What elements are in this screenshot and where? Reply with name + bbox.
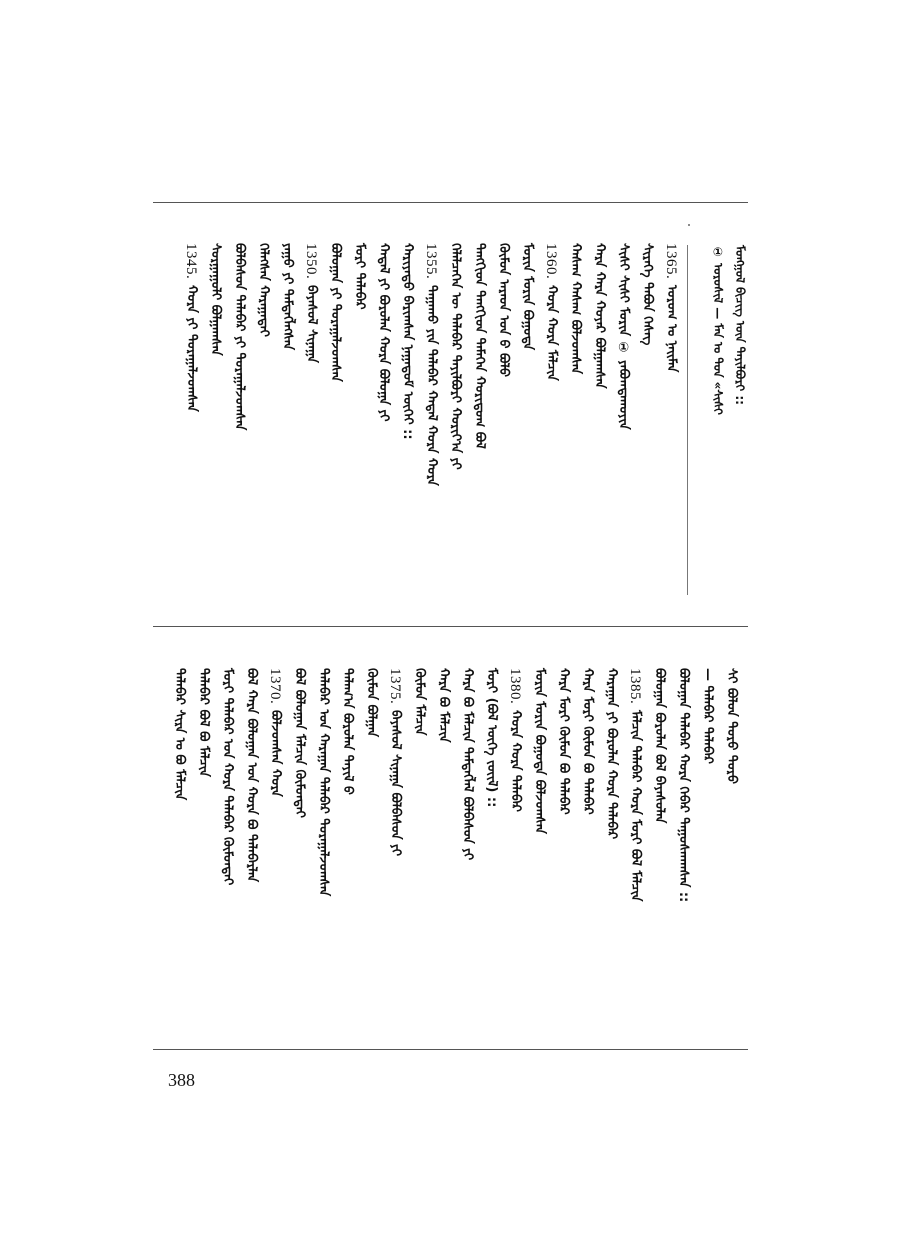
verse-line [516,243,539,350]
verse-text: ᠬᠤᠷᠠ ᠶᠢ ᠲᠤᠷᠠᠭᠠᠯᠵᠤᠭᠰᠠᠨ [184,285,199,413]
verse-line [636,243,659,345]
verse-line [696,668,719,764]
verse-line [204,243,227,356]
verse-text: ᠲᠠᠩᠭᠢᠳ ᠲᠠᠩᠭᠢᠳ ᠲᠡᠮᠡᠭᠡᠨ ᠬᠣᠷᠢᠳᠤᠭ ᠪᠣᠯ [472,243,487,449]
line-number: 1350. [303,243,319,280]
verse-text: ᠪᠣᠯᠪᠠᠰᠤᠨ ᠲᠠᠯᠠᠪᠠᠷ ᠶᠢ ᠲᠤᠷᠠᠭᠠᠯᠵᠤᠭᠰᠠᠨ [232,243,247,431]
line-number: 1375. [387,668,403,705]
verse-line [264,668,287,797]
verse-line [276,243,299,350]
verse-line [504,668,527,812]
top-rule [153,202,748,203]
verse-text: ᠲᠠᠯᠠᠪᠠᠷ ᠰᠢᠷᠠ ᠤ ᠪᠣ ᠮᠠᠯᠴᠢᠨ [172,668,187,801]
verse-line [480,668,503,807]
verse-text: ᠬᠠᠷᠢᠶᠠᠲᠤ ᠪᠠᠷᠢᠭᠰᠠᠨ ᠨᠠᠭᠠᠳᠤᠮ ᠦᠭᠡᠢ :: [400,243,415,440]
line-number: 1380. [507,668,523,705]
verse-line [192,668,215,777]
verse-line [312,668,335,896]
footnote-line-2: ① ᠣᠷᠣᠰᠢᠯ — ᠮᠠᠨ ᠤ ᠳᠤᠨ «ᠰᠢᠰᠢ [711,245,725,415]
verse-line [588,243,611,389]
verse-line [288,668,311,818]
verse-line [324,243,347,382]
verse-text: ᠬᠡᠯᠡᠭᠰᠡᠨ ᠬᠠᠷᠠᠭᠠᠲᠠᠶ [256,243,271,337]
verse-text: ᠬᠤᠷᠠ ᠬᠤᠷᠠ ᠲᠠᠯᠠᠪᠠᠷ [508,710,523,813]
page-number: 388 [168,1070,195,1090]
verse-text: ᠬᠠᠷᠠᠭᠠᠨ ᠶᠢ ᠪᠣᠷᠤᠯᠠᠨ ᠬᠤᠷᠠ ᠲᠠᠯᠠᠪᠠᠷ [604,668,619,840]
verse-text: ᠰᠢᠰᠢ ᠰᠢᠰᠢ ᠮᠣᠷᠢᠨ ① ᠶᠠᠪᠤᠭᠳᠠᠬᠤᠶᠢᠨ [616,243,631,430]
verse-line [528,668,551,834]
verse-line [168,668,191,800]
verse-line [396,243,419,440]
verse-line [336,668,359,795]
verse-text: ᠮᠣᠷᠢ ᠲᠠᠯᠠᠪᠠᠷ ᠤᠨ ᠬᠤᠷᠠ ᠲᠠᠯᠠᠪᠠᠷ ᠬᠦᠮᠦᠨᠲᠡᠢ [220,668,235,886]
verse-line [420,243,443,486]
footnote-separator [687,245,688,595]
verse-text: ᠬᠤᠷᠠ ᠬᠤᠷᠠ ᠮᠠᠯᠴᠢᠨ [544,285,559,382]
verse-line [240,668,263,882]
verse-line [612,243,635,430]
verse-text: — ᠲᠠᠯᠠᠪᠠᠷ ᠲᠠᠯᠠᠪᠠᠷ [700,668,715,764]
verse-text: ᠬᠦᠮᠦᠨ ᠪᠣᠯᠭᠠᠨ [364,668,379,738]
verse-line [384,668,407,856]
verse-text: ᠶᠠᠭᠤ ᠶᠢ ᠲᠡᠮᠳᠡᠭᠯᠡᠭᠰᠡᠨ [280,243,295,351]
verse-line [216,668,239,885]
line-number: 1365. [663,243,679,280]
verse-line [372,243,395,422]
verse-line [228,243,251,430]
verse-text: ᠰᠢ ᠪᠣᠯᠤᠨ ᠲᠤᠷᠤ ᠲᠤᠷᠤ [724,668,739,784]
verse-text: ᠬᠡᠯᠡᠯᠴᠡᠭᠡᠨ ᠦ ᠲᠠᠯᠠᠪᠠᠷ ᠲᠠᠶᠢᠯᠪᠤᠷᠢ ᠬᠣᠷᠢᠶ᠎ᠠ ᠶᠢ [448,243,463,470]
verse-text: ᠮᠠᠯᠴᠢᠨ ᠲᠠᠯᠠᠪᠠᠷ ᠬᠤᠷᠠ ᠮᠣᠷᠢ ᠪᠣᠯ ᠮᠠᠯᠴᠢᠨ [628,710,643,902]
verse-line [300,243,323,363]
verse-line [576,668,599,815]
verse-line [600,668,623,839]
verse-text: ᠪᠣᠯ ᠪᠣᠯᠤᠭᠠᠨ ᠮᠠᠯᠴᠢᠨ ᠬᠦᠮᠦᠨᠲᠡᠢ [292,668,307,818]
verse-text: ᠲᠠᠯᠠᠪᠠᠷ ᠤᠨ ᠬᠠᠷᠠᠭᠠᠨ ᠲᠠᠯᠠᠪᠠᠷ ᠲᠤᠷᠠᠭᠠᠯᠵᠤᠭᠰᠠᠨ [316,668,331,897]
verse-text: ᠪᠣᠯᠵᠤᠭᠰᠠᠨ ᠬᠤᠷᠠ [268,710,283,798]
verse-text: ᠰᠢᠷᠡᠭᠡ ᠲᠠᠪᠤᠨ ᠬᠡᠰᠡᠭ [640,243,655,346]
verse-text: ᠪᠣᠯᠤᠭᠠᠨ ᠪᠣᠷᠤᠯᠠᠨ ᠪᠣᠯ ᠪᠠᠶᠠᠰᠤᠯᠠᠨ [652,668,667,824]
verse-line [552,668,575,815]
verse-text: ᠮᠣᠷᠢᠨ ᠮᠣᠷᠢᠨ ᠪᠣᠭᠣᠳᠠ [520,243,535,351]
verse-text: ᠬᠠᠷᠠ ᠮᠣᠷᠢ ᠬᠦᠮᠦᠨ ᠪᠣ ᠲᠠᠯᠠᠪᠠᠷ [556,668,571,815]
line-number: 1345. [183,243,199,280]
verse-line [540,243,563,381]
footnote-line-1: ᠮᠣᠩᠭᠣᠯ ᠪᠢᠴᠢᠭ ᠦᠨ ᠲᠠᠶᠢᠯᠪᠤᠷᠢ :: [733,245,747,405]
verse-text: ᠮᠣᠷᠢ ᠲᠠᠯᠠᠪᠠᠷ [352,243,367,310]
verse-text: ᠬᠠᠷᠠ ᠪᠣ ᠮᠠᠯᠴᠢᠨ ᠲᠡᠮᠳᠡᠭᠯᠡᠯ ᠪᠣᠯᠪᠠᠰᠤᠨ ᠶᠢ [460,668,475,861]
verse-line [672,668,695,902]
verse-text: ᠲᠠᠯᠠᠭ᠎ᠠ ᠪᠣᠷᠤᠯᠠᠨ ᠲᠠᠶᠢᠯ ᠪ [340,668,355,795]
line-number: 1355. [423,243,439,280]
verse-text: ᠳᠠᠭᠠᠬᠤ ᠶᠢᠨ ᠲᠠᠯᠠᠪᠠᠷ ᠬᠠᠳᠠᠯ ᠬᠤᠷᠠ ᠬᠤᠷᠠ [424,285,439,487]
verse-text: ᠬᠦᠮᠦᠨ ᠮᠠᠯᠴᠢᠨ [412,668,427,736]
verse-text: ᠮᠣᠷᠢ (ᠪᠣᠯ ᠦᠭᠡ ᠵᠦᠢᠯ) :: [484,668,499,808]
middle-rule [153,626,748,627]
line-number: 1385. [627,668,643,705]
verse-line [468,243,491,449]
verse-line [660,243,683,373]
verse-text: ᠤᠷᠤᠭ ᠤ ᠨᠠᠢᠮᠠᠨ [664,285,679,373]
verse-line [624,668,647,902]
bottom-rule [153,1049,748,1050]
verse-text: ᠬᠠᠷᠠ ᠮᠣᠷᠢ ᠬᠦᠮᠦᠨ ᠪᠣ ᠲᠠᠯᠠᠪᠠᠷ [580,668,595,815]
verse-text: ᠬᠠᠷᠠ ᠪᠣ ᠮᠠᠯᠴᠢᠨ [436,668,451,743]
verse-line [432,668,455,743]
verse-line [348,243,371,310]
verse-line [252,243,275,337]
verse-line [444,243,467,470]
verse-text: ᠬᠠᠰᠠᠭ ᠬᠠᠰᠠᠭ ᠪᠣᠯᠵᠤᠭᠰᠠᠨ [568,243,583,374]
verse-text: ᠪᠣᠯ ᠬᠠᠷᠠ ᠪᠣᠯᠤᠭᠠᠨ ᠤᠨ ᠬᠤᠷᠠ ᠪᠣ ᠲᠠᠯᠠᠪᠠᠷᠯᠠᠨ [244,668,259,883]
verse-text: ᠰᠤᠷᠭᠠᠭᠤᠯᠢ ᠪᠣᠯᠭᠠᠭᠰᠠᠨ [208,243,223,356]
verse-line [408,668,431,735]
verse-line [360,668,383,737]
verse-text: ᠪᠣᠯᠤᠭᠠᠨ ᠲᠠᠯᠠᠪᠠᠷ ᠬᠤᠷᠠ ᠬᠡᠪᠡᠷ ᠳᠠᠭᠤᠰᠬᠠᠭᠰᠠᠨ :: [676,668,691,903]
verse-text: ᠪᠣᠯᠤᠭᠠᠨ ᠶᠢ ᠲᠤᠷᠠᠭᠠᠯᠵᠤᠭᠰᠠᠨ [328,243,343,382]
verse-text: ᠬᠠᠷᠠ ᠬᠠᠷᠠ ᠬᠣᠶᠠᠷ ᠪᠣᠯᠭᠠᠭᠰᠠᠨ [592,243,607,389]
verse-text: ᠮᠣᠷᠢᠨ ᠮᠣᠷᠢᠨ ᠪᠣᠭᠣᠳᠠ ᠪᠣᠯᠵᠤᠭᠰᠠᠨ [532,668,547,834]
verse-text: ᠪᠠᠶᠠᠰᠤᠯ ᠰᠢᠨᠠᠭᠠ ᠪᠣᠯᠪᠠᠰᠤᠨ ᠶᠢ [388,710,403,857]
verse-line [492,243,515,377]
verse-line [720,668,743,784]
line-number: 1370. [267,668,283,705]
verse-text: ᠪᠠᠶᠠᠰᠤᠯ ᠰᠢᠨᠠᠭᠠ [304,285,319,364]
verse-line [648,668,671,823]
line-number: 1360. [543,243,559,280]
verse-line [180,243,203,412]
verse-line [456,668,479,860]
verse-text: ᠬᠦᠮᠦᠨ ᠠᠷᠠᠳ ᠤᠨ ᠪ ᠪᠣᠯᠤ [496,243,511,378]
footnote-mark-dot [688,224,690,226]
verse-line [564,243,587,374]
verse-text: ᠲᠠᠯᠠᠪᠠᠷ ᠪᠣᠯ ᠪᠣ ᠮᠠᠯᠴᠢᠨ [196,668,211,777]
verse-text: ᠬᠠᠳᠠᠯ ᠶᠢ ᠪᠣᠷᠤᠯᠠᠨ ᠬᠤᠷᠠ ᠪᠤᠯᠤᠭᠠ ᠶᠢ [376,243,391,422]
